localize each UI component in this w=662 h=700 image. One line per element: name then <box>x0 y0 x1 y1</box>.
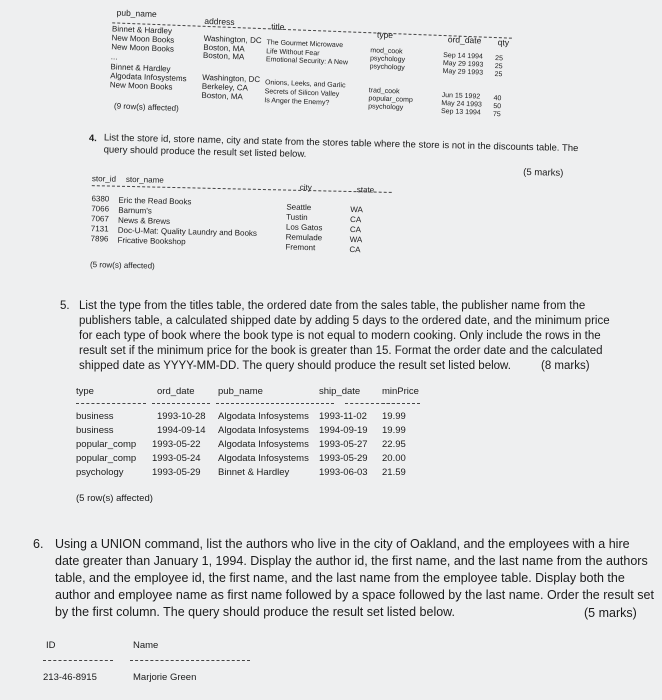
col-header-type: type <box>376 29 394 41</box>
col-header-ord-date: ord_date <box>157 386 195 397</box>
table-row: New Moon Books Boston, MA Is Anger the Enemy? psychology Sep 13 1994 75 <box>109 80 501 119</box>
col-header-ship-date: ship_date <box>319 386 361 397</box>
header-divider <box>76 403 146 404</box>
table-row: 7067 News & Brews Los Gatos CA <box>90 214 362 235</box>
table-row: Algodata Infosystems Berkeley, CA Secrets of Silicon Valley popular_comp May 24 1993 50 <box>109 71 502 111</box>
table-row: Binnet & Hardley Washington, DC Onions, Leeks, and Garlic trad_cook Jun 15 1992 40 <box>110 62 502 103</box>
col-header-address: address <box>204 15 235 28</box>
table-row: 6380 Eric the Read Books Seattle WA <box>91 194 364 215</box>
col-header-title: title <box>270 21 285 32</box>
rows-affected-text: (5 row(s) affected) <box>76 493 153 504</box>
col-header-qty: qty <box>497 37 510 48</box>
header-divider <box>43 660 113 661</box>
question-number: 4. <box>88 133 97 145</box>
table-row: New Moon Books Boston, MA Emotional Security: A New psychology May 29 1993 25 <box>111 42 503 79</box>
row-separator: ... <box>110 52 118 62</box>
question-4 <box>0 0 662 315</box>
question-number: 6. <box>33 537 44 551</box>
col-header-pub-name: pub_name <box>218 386 263 397</box>
header-divider <box>130 660 250 661</box>
marks-label: (5 marks) <box>523 166 564 179</box>
marks-label: (8 marks) <box>541 360 590 372</box>
marks-label: (5 marks) <box>584 606 637 620</box>
table-row: 7896 Fricative Bookshop Fremont CA <box>90 234 361 255</box>
table-row: New Moon Books Boston, MA Life Without Fear psychology May 29 1993 25 <box>111 33 503 71</box>
question-number: 5. <box>60 300 70 312</box>
rows-affected-text: (9 row(s) affected) <box>113 101 179 113</box>
question-text: Using a UNION command, list the authors who live in the city of Oakland, and the employees with a hire date greater than January 1, 1994. Display the author id, the first name, and the last name from the authors table, and the employee id, the first name, and the last name from the employee table. Display both the author and employee name as first name followed by a space followed by the last name. Order the result set by the first column. The query should produce the result set listed below. <box>55 537 654 619</box>
col-header-stor-id: stor_id <box>91 174 117 184</box>
table-row: 7066 Barnum's Tustin CA <box>91 204 362 225</box>
col-header-ord-date: ord_date <box>447 34 482 46</box>
header-divider <box>216 403 334 404</box>
col-header-name: Name <box>133 640 159 651</box>
table-row: 7131 Doc-U-Mat: Quality Laundry and Books Remulade WA <box>90 224 363 245</box>
col-header-city: city <box>299 182 312 193</box>
rows-affected-text: (5 row(s) affected) <box>89 260 155 271</box>
col-header-id: ID <box>46 640 56 651</box>
col-header-type: type <box>76 386 94 397</box>
col-header-state: state <box>356 185 375 195</box>
header-divider <box>92 182 392 193</box>
col-header-pub-name: pub_name <box>116 7 157 20</box>
table-row: Binnet & Hardley Washington, DC The Gourmet Microwave mod_cook Sep 14 1994 25 <box>111 24 504 63</box>
question-text: List the type from the titles table, the ordered date from the sales table, the publisher name from the publishers table, a calculated shipped date by adding 5 days to the ordered date, and the minimum price for each type of book where the book type is not equal to modern cooking. Only include the rows in the result set if the minimum price for the book is greater than 15. Format the order date and the calculated shipped date as YYYY-MM-DD. The query should produce the result set listed below. <box>79 300 610 372</box>
question-text: List the store id, store name, city and state from the stores table where the store is not in the discounts table. The query should produce the result set listed below. <box>103 132 579 160</box>
header-divider <box>382 403 420 404</box>
col-header-stor-name: stor_name <box>125 174 164 185</box>
header-divider <box>152 403 210 404</box>
col-header-min-price: minPrice <box>382 386 419 397</box>
